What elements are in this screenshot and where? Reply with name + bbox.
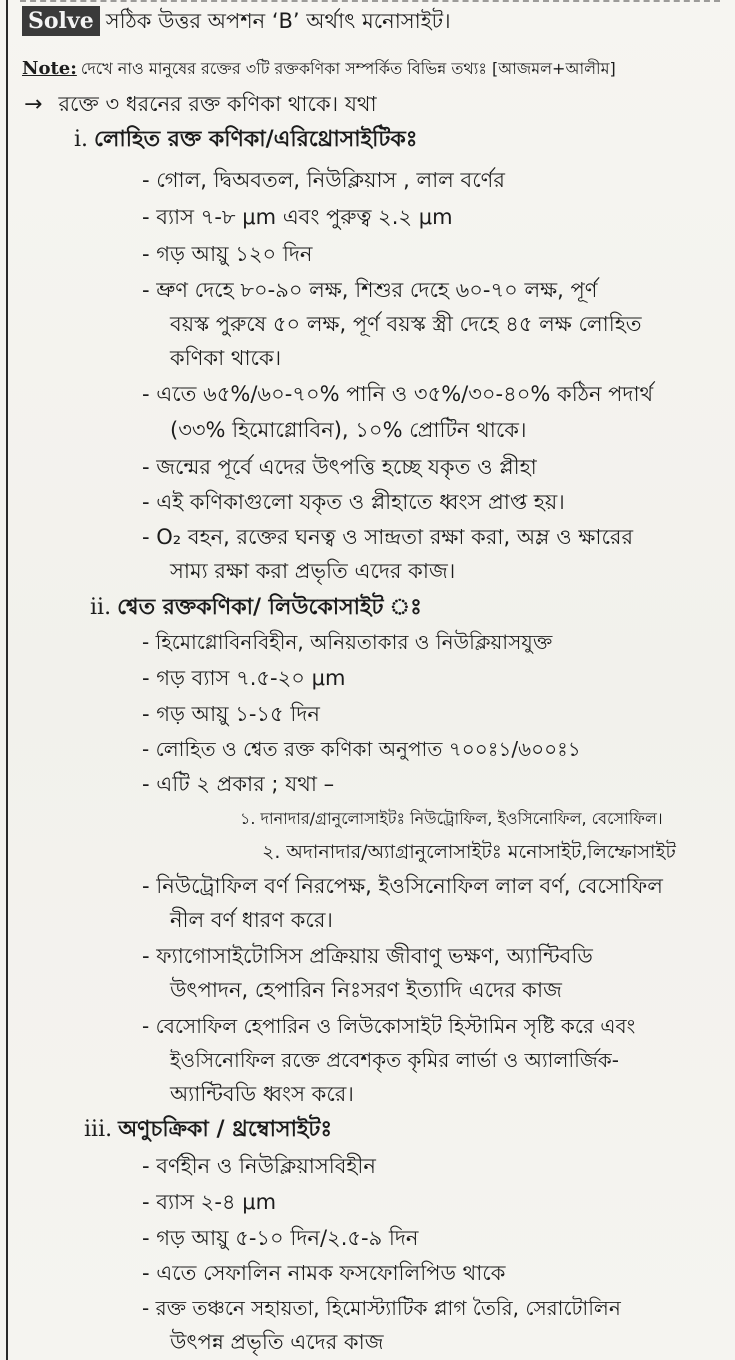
rbc-line-12: সাম্য রক্ষা করা প্রভৃতি এদের কাজ। (170, 559, 456, 583)
arrow-icon: → (24, 92, 43, 117)
wbc-line-9: নীল বর্ণ ধারণ করে। (170, 908, 333, 932)
section-heading-platelet (84, 1116, 332, 1144)
section-number: i. (74, 127, 89, 152)
rbc-line-1: - গোল, দ্বিঅবতল, নিউক্লিয়াস , লাল বর্ণের (142, 168, 505, 192)
rbc-line-10: - এই কণিকাগুলো যকৃত ও প্লীহাতে ধ্বংস প্রাপ্ত হয়। (142, 490, 565, 514)
rbc-line-7: - এতে ৬৫%/৬০-৭০% পানি ও ৩৫%/৩০-৪০% কঠিন পদার্থ (142, 382, 654, 406)
section-heading-rbc (74, 126, 418, 154)
wbc-line-4: - লোহিত ও শ্বেত রক্ত কণিকা অনুপাত ৭০০ঃ১/৬০০ঃ১ (142, 737, 581, 761)
rbc-line-9: - জন্মের পূর্বে এদের উৎপত্তি হচ্ছে যকৃত ও প্লীহা (142, 455, 537, 479)
section-title: অণুচক্রিকা / থ্রম্বোসাইটঃ (118, 1117, 333, 1142)
wbc-line-12: - বেসোফিল হেপারিন ও লিউকোসাইট হিস্টামিন সৃষ্টি করে এবং (142, 1014, 636, 1038)
platelet-line-1: - বর্ণহীন ও নিউক্লিয়াসবিহীন (142, 1154, 376, 1178)
section-title: লোহিত রক্ত কণিকা/এরিথ্রোসাইটিকঃ (94, 127, 418, 152)
solve-badge: Solve (22, 6, 100, 36)
rbc-line-3: - গড় আয়ু ১২০ দিন (142, 242, 313, 266)
wbc-line-2: - গড় ব্যাস ৭.৫-২০ μm (142, 666, 346, 690)
section-heading-wbc (90, 594, 422, 622)
intro-line (24, 90, 377, 119)
solve-line (22, 6, 451, 36)
platelet-line-5: - রক্ত তঞ্চনে সহায়তা, হিমোস্ট্যাটিক প্লাগ তৈরি, সেরাটোলিন (142, 1296, 621, 1320)
wbc-line-8: - নিউট্রোফিল বর্ণ নিরপেক্ষ, ইওসিনোফিল লাল বর্ণ, বেসোফিল (142, 874, 663, 898)
wbc-line-1: - হিমোগ্লোবিনবিহীন, অনিয়তাকার ও নিউক্লিয়াসযুক্ত (142, 630, 553, 654)
intro-text: রক্তে ৩ ধরনের রক্ত কণিকা থাকে। যথা (58, 92, 377, 116)
platelet-line-6: উৎপন্ন প্রভৃতি এদের কাজ (170, 1330, 384, 1354)
rbc-line-11: - O₂ বহন, রক্তের ঘনত্ব ও সান্দ্রতা রক্ষা করা, অম্ল ও ক্ষারের (142, 525, 633, 549)
rbc-line-2: - ব্যাস ৭-৮ μm এবং পুরুত্ব ২.২ μm (142, 205, 453, 229)
top-dashed-rule (20, 0, 720, 4)
section-number: iii. (84, 1117, 113, 1142)
wbc-granulocyte-line: ১. দানাদার/গ্রানুলোসাইটঃ নিউট্রোফিল, ইওসিনোফিল, বেসোফিল। (240, 809, 663, 828)
rbc-line-5: বয়স্ক পুরুষে ৫০ লক্ষ, পূর্ণ বয়স্ক স্ত্রী দেহে ৪৫ লক্ষ লোহিত (170, 312, 642, 336)
left-margin-rule (6, 0, 8, 1360)
note-text: দেখে নাও মানুষের রক্তের ৩টি রক্তকণিকা সম্পর্কিত বিভিন্ন তথ্যঃ [আজমল+আলীম] (80, 59, 616, 78)
wbc-line-13: ইওসিনোফিল রক্তে প্রবেশকৃত কৃমির লার্ভা ও অ্যালার্জিক- (170, 1048, 620, 1072)
wbc-agranulocyte-line: ২. অদানাদার/অ্যাগ্রানুলোসাইটঃ মনোসাইট,লিম্ফোসাইট (262, 841, 676, 863)
note-label: Note: (22, 58, 77, 79)
platelet-line-2: - ব্যাস ২-৪ μm (142, 1190, 277, 1214)
rbc-line-6: কণিকা থাকে। (170, 346, 282, 370)
platelet-line-3: - গড় আয়ু ৫-১০ দিন/২.৫-৯ দিন (142, 1226, 419, 1250)
wbc-line-14: অ্যান্টিবডি ধ্বংস করে। (170, 1082, 354, 1106)
rbc-line-8: (৩৩% হিমোগ্লোবিন), ১০% প্রোটিন থাকে। (170, 418, 527, 442)
note-line (22, 55, 616, 83)
section-title: শ্বেত রক্তকণিকা/ লিউকোসাইট ঃ (117, 595, 422, 620)
wbc-line-3: - গড় আয়ু ১-১৫ দিন (142, 702, 320, 726)
wbc-line-10: - ফ্যাগোসাইটোসিস প্রক্রিয়ায় জীবাণু ভক্ষণ, অ্যান্টিবডি (142, 944, 593, 968)
wbc-line-11: উৎপাদন, হেপারিন নিঃসরণ ইত্যাদি এদের কাজ (170, 978, 562, 1002)
section-number: ii. (90, 595, 112, 620)
wbc-line-5: - এটি ২ প্রকার ; যথা – (142, 772, 335, 796)
rbc-line-4: - ভ্রুণ দেহে ৮০-৯০ লক্ষ, শিশুর দেহে ৬০-৭০ লক্ষ, পূর্ণ (142, 278, 598, 302)
platelet-line-4: - এতে সেফালিন নামক ফসফোলিপিড থাকে (142, 1261, 506, 1285)
solve-answer-text: সঠিক উত্তর অপশন ‘B’ অর্থাৎ মনোসাইট। (105, 9, 451, 33)
